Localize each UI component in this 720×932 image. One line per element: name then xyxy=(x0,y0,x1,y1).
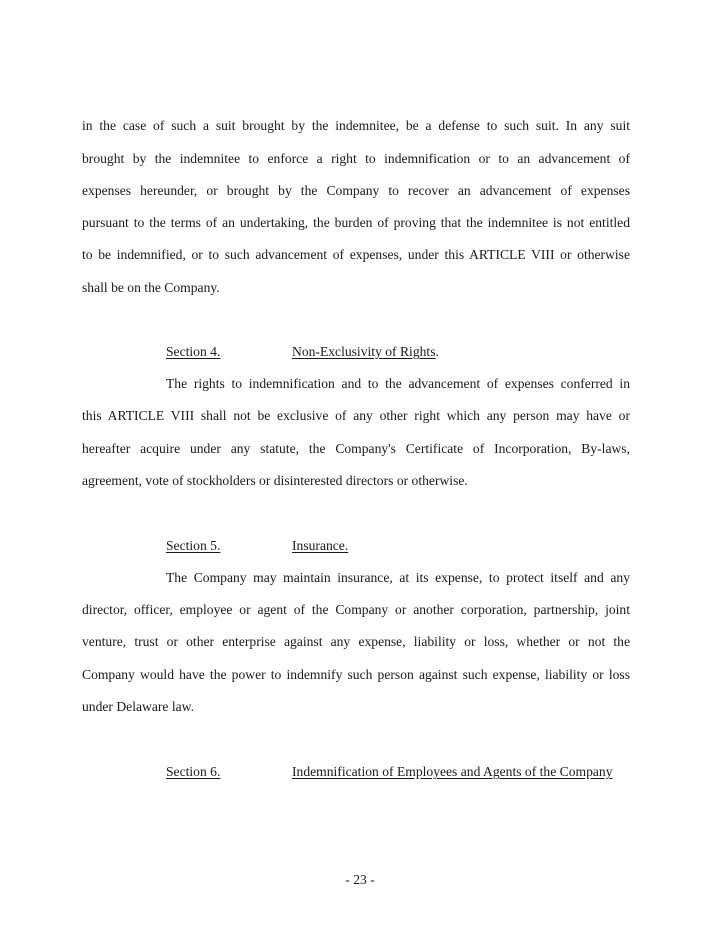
section-5-number: Section 5. xyxy=(166,538,221,553)
paragraph-line: venture, trust or other enterprise against any expense, liability or loss, whether or not the xyxy=(82,634,630,649)
paragraph-line: brought by the indemnitee to enforce a right to indemnification or to an advancement of xyxy=(82,151,630,166)
paragraph-line: The rights to indemnification and to the advancement of expenses conferred in xyxy=(166,376,630,391)
paragraph-line: this ARTICLE VIII shall not be exclusive of any other right which any person may have or xyxy=(82,408,630,423)
paragraph-line: hereafter acquire under any statute, the Company's Certificate of Incorporation, By-laws, xyxy=(82,441,630,456)
paragraph-line: director, officer, employee or agent of the Company or another corporation, partnership, joint xyxy=(82,602,630,617)
section-4-number: Section 4. xyxy=(166,344,221,359)
paragraph-line: shall be on the Company. xyxy=(82,280,220,295)
paragraph-line: in the case of such a suit brought by the indemnitee, be a defense to such suit. In any suit xyxy=(82,118,630,133)
section-4-title-period: . xyxy=(435,344,439,359)
paragraph-line: under Delaware law. xyxy=(82,699,194,714)
paragraph-line: to be indemnified, or to such advancement of expenses, under this ARTICLE VIII or otherwise xyxy=(82,247,630,262)
paragraph-line: Company would have the power to indemnify such person against such expense, liability or loss xyxy=(82,667,630,682)
paragraph-line: agreement, vote of stockholders or disinterested directors or otherwise. xyxy=(82,473,468,488)
section-6-title: Indemnification of Employees and Agents of the Company xyxy=(292,764,613,779)
section-6-number: Section 6. xyxy=(166,764,221,779)
page-number: - 23 - xyxy=(345,872,375,887)
section-4-title-text: Non-Exclusivity of Rights xyxy=(292,344,436,359)
section-5-title: Insurance. xyxy=(292,538,349,553)
paragraph-line: expenses hereunder, or brought by the Company to recover an advancement of expenses xyxy=(82,183,630,198)
paragraph-line: pursuant to the terms of an undertaking, the burden of proving that the indemnitee is not entitled xyxy=(82,215,630,230)
section-4-title xyxy=(292,344,439,360)
paragraph-line: The Company may maintain insurance, at its expense, to protect itself and any xyxy=(166,570,630,585)
